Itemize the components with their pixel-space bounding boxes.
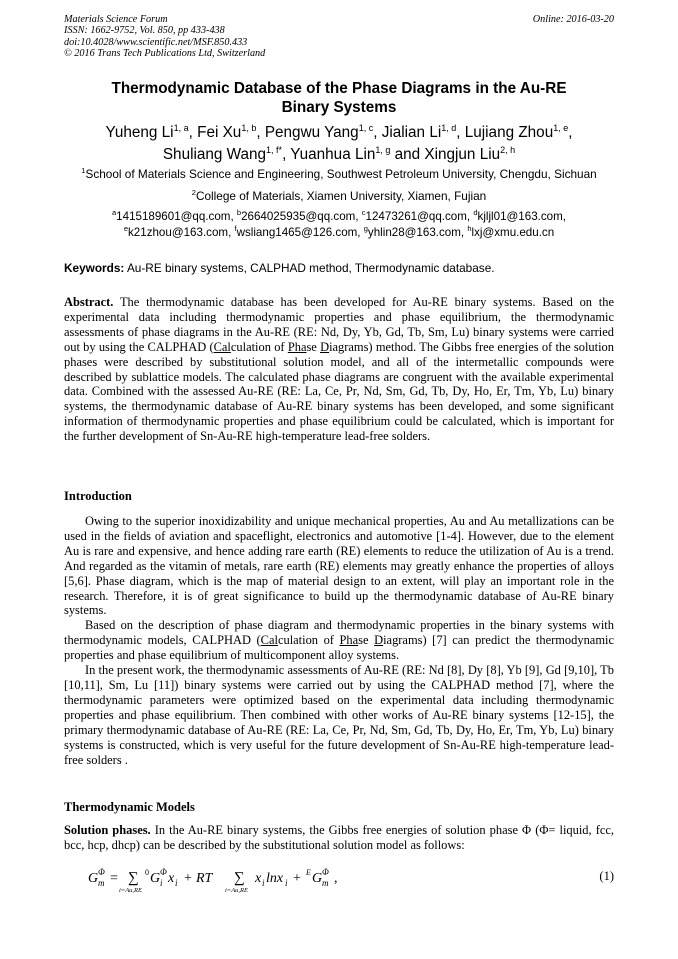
affiliation-text: College of Materials, Xiamen University, Xiamen, Fujian bbox=[195, 189, 487, 203]
author-sep: , bbox=[256, 124, 265, 141]
solution-text: In the Au-RE binary systems, the Gibbs free energies of solution phase Φ (Φ= liquid, fcc, bcc, hcp, dhcp) can be described by the substitutional solution model as follows: bbox=[64, 823, 614, 852]
title-line-1: Thermodynamic Database of the Phase Diagrams in the Au-RE bbox=[111, 80, 567, 97]
author-sup: 1, e bbox=[553, 123, 569, 133]
svg-text:∑: ∑ bbox=[234, 870, 245, 886]
svg-text:x: x bbox=[255, 871, 262, 886]
solution-phases bbox=[64, 823, 614, 853]
author-name: and Xingjun Liu bbox=[394, 145, 501, 163]
author-name: Jialian Li bbox=[381, 124, 442, 141]
author-sep: , bbox=[188, 124, 198, 141]
journal-header bbox=[64, 14, 265, 60]
svg-text:i: i bbox=[285, 878, 288, 888]
svg-text:i=Au,RE: i=Au,RE bbox=[119, 887, 142, 894]
author-sup: 1, f* bbox=[266, 144, 283, 155]
svg-text:0: 0 bbox=[145, 868, 149, 877]
email-link[interactable]: 2664025935@qq.com, bbox=[241, 210, 362, 223]
email-sup: e bbox=[123, 223, 128, 233]
email-link[interactable]: lxj@xmu.edu.cn bbox=[471, 225, 555, 239]
svg-text:∑: ∑ bbox=[128, 870, 139, 886]
issn: ISSN: 1662-9752, Vol. 850, pp 433-438 bbox=[64, 25, 225, 37]
models-heading: Thermodynamic Models bbox=[64, 800, 195, 814]
abstract-text: culation of bbox=[230, 339, 288, 354]
keywords bbox=[64, 261, 614, 275]
online-date: Online: 2016-03-20 bbox=[532, 14, 614, 25]
intro-text: Pha bbox=[339, 633, 359, 648]
author-sep: , bbox=[282, 145, 291, 163]
svg-text:i=Au,RE: i=Au,RE bbox=[225, 887, 248, 894]
paper-title bbox=[64, 79, 614, 117]
intro-text: iagrams) [7] can predict the thermodynamic properties and phase equilibrium of multicomponent alloy systems. bbox=[64, 633, 614, 663]
svg-text:m: m bbox=[322, 878, 329, 888]
affiliation-text: School of Materials Science and Engineering, Southwest Petroleum University, Chengdu, Sichuan bbox=[85, 167, 597, 181]
intro-paragraph-3: In the present work, the thermodynamic assessments of Au-RE (RE: Nd [8], Dy [8], Yb [9], Gd [9,10], Tb [10,11], Sm, Lu [11]) binary systems were carried out by using the CALPHAD method [7], where the thermodynamic parameters were optimized based on the experimental data including thermodynamic properties and phase equilibrium. Then combined with other works of Au-RE binary systems [12-15], the primary thermodynamic database of Au-RE (RE: La, Ce, Pr, Nd, Sm, Gd, Tb, Dy, Ho, Er, Tm, Yb, Lu) binary systems is constructed, which is very useful for the future development of Sn-Au-RE high-temperature lead-free solders . bbox=[64, 663, 614, 767]
author-sup: 2, h bbox=[500, 144, 516, 155]
abstract-text: Cal bbox=[213, 339, 231, 354]
abstract-label: Abstract. bbox=[64, 295, 114, 309]
affiliation-1 bbox=[64, 167, 614, 181]
svg-text:Φ: Φ bbox=[322, 867, 329, 877]
copyright: © 2016 Trans Tech Publications Ltd, Switzerland bbox=[64, 48, 266, 60]
keywords-label: Keywords: bbox=[64, 261, 125, 275]
intro-text: se bbox=[358, 633, 375, 648]
abstract-text: Pha bbox=[287, 339, 307, 354]
email-sup: f bbox=[234, 223, 237, 233]
email-link[interactable]: k21zhou@163.com, bbox=[128, 225, 235, 239]
affiliation-2 bbox=[64, 189, 614, 203]
email-sup: b bbox=[236, 208, 242, 217]
intro-paragraph-1: Owing to the superior inoxidizability and unique mechanical properties, Au and Au metallizations can be used in the fields of aviation and spaceflight, electronics and automotive [1-4]. However, due to the element Au is rare and expensive, and hence adding rare earth (RE) elements to reduce the utilization of Au is a trend. And regarded as the vitamin of metals, rare earth (RE) elements may greatly enhance the properties of alloys [5,6]. Phase diagram, which is the map of material design to an extent, will play an important role in the research. Therefore, it is of great significance to build up the thermodynamic database of Au-RE binary systems. bbox=[64, 514, 614, 618]
svg-text:x: x bbox=[168, 871, 175, 886]
affiliation-sup: 2 bbox=[191, 188, 196, 197]
author-sup: 1, g bbox=[375, 144, 391, 155]
intro-text: Based on the description of phase diagram and thermodynamic properties in the binary systems with thermodynamic models, CALPHAD ( bbox=[64, 618, 614, 648]
svg-text:i: i bbox=[160, 878, 163, 888]
svg-text:,: , bbox=[334, 871, 338, 886]
email-sup: a bbox=[112, 208, 117, 217]
intro-text: Cal bbox=[260, 633, 278, 648]
abstract-text: The thermodynamic database has been developed for Au-RE binary systems. Based on the experimental data including thermodynamic properties and phase equilibrium, the thermodynamic assessments of phase diagrams in the Au-RE (RE: Nd, Dy, Yb, Gd, Tb, Sm, Lu) binary systems were carried out by using the CALPHAD ( bbox=[64, 295, 614, 354]
intro-text: D bbox=[374, 633, 384, 648]
svg-text:lnx: lnx bbox=[266, 871, 284, 886]
email-sup: g bbox=[363, 223, 368, 233]
author-name: Pengwu Yang bbox=[264, 124, 359, 141]
abstract-text: D bbox=[320, 339, 330, 354]
author-sep: , bbox=[456, 124, 465, 141]
author-name: Yuheng Li bbox=[105, 124, 174, 141]
solution-label: Solution phases. bbox=[64, 823, 151, 837]
doi: doi:10.4028/www.scientific.net/MSF.850.433 bbox=[64, 36, 248, 48]
email-link[interactable]: kjljl01@163.com, bbox=[477, 210, 566, 223]
equation-1 bbox=[64, 863, 614, 895]
abstract-text: se bbox=[306, 339, 321, 354]
svg-text:+: + bbox=[184, 871, 192, 886]
svg-text:G: G bbox=[150, 871, 161, 886]
svg-text:Φ: Φ bbox=[160, 867, 167, 877]
email-list bbox=[64, 209, 614, 240]
introduction-heading: Introduction bbox=[64, 489, 132, 503]
email-link[interactable]: wsliang1465@126.com, bbox=[236, 225, 364, 239]
author-sep: , bbox=[373, 124, 382, 141]
email-sup: d bbox=[473, 208, 478, 217]
svg-text:E: E bbox=[306, 868, 311, 877]
author-name: Yuanhua Lin bbox=[290, 145, 376, 163]
svg-text:G: G bbox=[312, 871, 323, 886]
abstract bbox=[64, 295, 614, 444]
keywords-text: Au-RE binary systems, CALPHAD method, Thermodynamic database. bbox=[124, 261, 495, 275]
email-sup: c bbox=[361, 208, 366, 217]
author-name: Lujiang Zhou bbox=[464, 124, 554, 141]
abstract-text: iagrams) method. The Gibbs free energies of the solution phases were described by substitutional solution model, and all of the intermetallic compounds were described by sublattice models. The calculated phase diagrams are congruent with the available experimental data. Combined with the assessed Au-RE (RE: La, Ce, Pr, Nd, Sm, Gd, Tb, Dy, Ho, Er, Tm, Yb, Lu) binary systems, the thermodynamic database of Au-RE binary systems has been developed, and some significant information of thermodynamic properties and phase equilibrium could be calculated, which is important for the further development of Sn-Au-RE high-temperature lead-free solders. bbox=[64, 339, 614, 444]
email-link[interactable]: 1415189601@qq.com, bbox=[116, 210, 237, 223]
gibbs-equation bbox=[88, 863, 428, 895]
title-line-2: Binary Systems bbox=[281, 99, 397, 116]
author-sup: 1, a bbox=[173, 123, 189, 133]
svg-text:G: G bbox=[88, 871, 99, 886]
equation-number: (1) bbox=[599, 869, 614, 883]
intro-paragraph-2 bbox=[64, 618, 614, 663]
affiliation-sup: 1 bbox=[81, 166, 86, 175]
journal-name: Materials Science Forum bbox=[64, 14, 168, 25]
svg-text:Φ: Φ bbox=[98, 867, 105, 877]
svg-text:m: m bbox=[98, 878, 105, 888]
email-link[interactable]: yhlin28@163.com, bbox=[367, 225, 468, 239]
intro-text: culation of bbox=[277, 633, 340, 648]
author-sep: , bbox=[568, 124, 573, 141]
svg-text:+: + bbox=[293, 871, 301, 886]
email-link[interactable]: 12473261@qq.com, bbox=[365, 210, 474, 223]
author-sup: 1, b bbox=[241, 123, 257, 133]
author-sup: 1, c bbox=[358, 123, 374, 133]
author-name: Shuliang Wang bbox=[162, 145, 267, 163]
svg-text:RT: RT bbox=[196, 871, 213, 886]
author-list bbox=[64, 122, 614, 165]
author-name: Fei Xu bbox=[197, 124, 242, 141]
svg-text:i: i bbox=[262, 878, 265, 888]
introduction-body bbox=[64, 514, 614, 767]
author-sup: 1, d bbox=[441, 123, 457, 133]
svg-text:=: = bbox=[110, 871, 118, 886]
email-sup: h bbox=[467, 223, 472, 233]
svg-text:i: i bbox=[175, 878, 178, 888]
